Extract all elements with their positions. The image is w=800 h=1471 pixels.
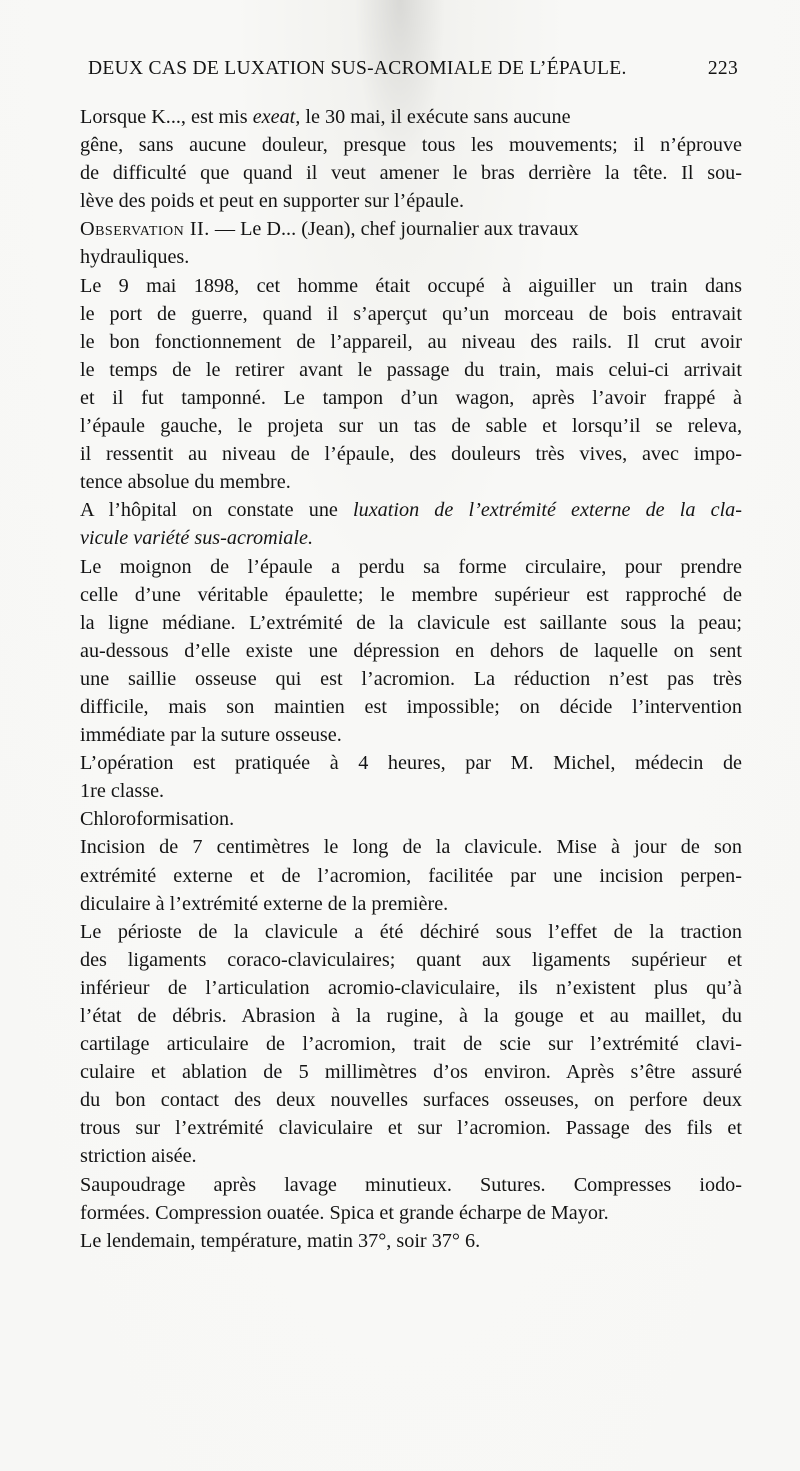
text-run: culaire et ablation de 5 millimètres d’os environ. Après s’être assuré xyxy=(80,1061,742,1084)
text-run: au-dessous d’elle existe une dépression en dehors de laquelle on sent xyxy=(80,639,742,662)
text-line xyxy=(80,974,742,1002)
text-line xyxy=(80,384,742,412)
text-run: gêne, sans aucune douleur, presque tous les mouvements; il n’éprouve xyxy=(80,134,742,157)
text-line xyxy=(80,749,742,777)
text-line xyxy=(80,1142,742,1170)
text-run: Incision de 7 centimètres le long de la clavicule. Mise à jour de son xyxy=(80,836,742,859)
text-run: le port de guerre, quand il s’aperçut qu’un morceau de bois entravait xyxy=(80,302,742,325)
text-line xyxy=(80,440,742,468)
text-line xyxy=(80,300,742,328)
text-run: du bon contact des deux nouvelles surfaces osseuses, on perfore deux xyxy=(80,1089,742,1112)
text-line xyxy=(80,918,742,946)
text-run: difficile, mais son maintien est impossible; on décide l’intervention xyxy=(80,695,742,718)
text-run: L’opération est pratiquée à 4 heures, par M. Michel, médecin de xyxy=(80,752,742,775)
text-run: Chloroformisation. xyxy=(80,808,235,831)
text-line xyxy=(80,1002,742,1030)
text-line xyxy=(80,328,742,356)
text-line xyxy=(80,862,742,890)
text-line xyxy=(80,1171,742,1199)
text-line xyxy=(80,187,742,215)
page-number: 223 xyxy=(707,58,738,79)
text-line xyxy=(80,553,742,581)
text-line xyxy=(80,946,742,974)
text-line xyxy=(80,159,742,187)
text-line xyxy=(80,609,742,637)
text-line xyxy=(80,665,742,693)
text-run: lève des poids et peut en supporter sur l’épaule. xyxy=(80,190,465,213)
text-run: striction aisée. xyxy=(80,1145,197,1168)
text-run: des ligaments coraco-claviculaires; quant aux ligaments supérieur et xyxy=(80,948,742,971)
text-run: Le moignon de l’épaule a perdu sa forme circulaire, pour prendre xyxy=(80,555,742,578)
text-run: diculaire à l’extrémité externe de la première. xyxy=(80,892,449,915)
text-line xyxy=(80,1227,742,1255)
text-line xyxy=(80,131,742,159)
text-line xyxy=(80,524,742,552)
text-run: hydrauliques. xyxy=(80,246,190,269)
text-run: cartilage articulaire de l’acromion, trait de scie sur l’extrémité clavi- xyxy=(80,1033,742,1056)
text-run: tence absolue du membre. xyxy=(80,471,291,494)
text-run: le temps de le retirer avant le passage du train, mais celui-ci arrivait xyxy=(80,358,742,381)
text-run: la ligne médiane. L’extrémité de la clavicule est saillante sous la peau; xyxy=(80,611,742,634)
text-run: Lorsque K..., est mis xyxy=(80,106,253,128)
text-run: inférieur de l’articulation acromio-claviculaire, ils n’existent plus qu’à xyxy=(80,976,742,999)
text-line xyxy=(80,1030,742,1058)
text-line xyxy=(80,496,742,524)
text-line xyxy=(80,215,742,243)
text-run: — Le D... (Jean), chef journalier aux travaux xyxy=(209,218,579,241)
text-run: une saillie osseuse qui est l’acromion. La réduction n’est pas très xyxy=(80,667,742,690)
text-line xyxy=(80,356,742,384)
text-line xyxy=(80,468,742,496)
text-run: celle d’une véritable épaulette; le membre supérieur est rapproché de xyxy=(80,583,742,606)
text-line xyxy=(80,721,742,749)
text-run: immédiate par la suture osseuse. xyxy=(80,724,342,747)
body-text xyxy=(80,103,742,1255)
running-header xyxy=(80,58,740,88)
italic-run: vicule variété sus-acromiale. xyxy=(80,527,314,550)
text-run: le bon fonctionnement de l’appareil, au niveau des rails. Il crut avoir xyxy=(80,330,742,353)
text-line xyxy=(80,581,742,609)
text-run: l’état de débris. Abrasion à la rugine, à la gouge et au maillet, du xyxy=(80,1005,742,1027)
text-run: de difficulté que quand il veut amener le bras derrière la tête. Il sou- xyxy=(80,162,742,185)
text-run: trous sur l’extrémité claviculaire et sur l’acromion. Passage des fils et xyxy=(80,1117,742,1140)
text-run: extrémité externe et de l’acromion, facilitée par une incision perpen- xyxy=(80,864,742,887)
text-line xyxy=(80,1058,742,1086)
text-run: il ressentit au niveau de l’épaule, des douleurs très vives, avec impo- xyxy=(80,443,742,466)
text-run: 1re classe. xyxy=(80,780,165,803)
text-line xyxy=(80,272,742,300)
text-line xyxy=(80,103,742,131)
italic-run: luxation de l’extrémité externe de la cla- xyxy=(353,499,742,522)
text-run: Le lendemain, température, matin 37°, soir 37° 6. xyxy=(80,1229,481,1252)
italic-run: exeat, xyxy=(252,106,301,128)
text-line xyxy=(80,777,742,805)
text-line xyxy=(80,1086,742,1114)
text-line xyxy=(80,1114,742,1142)
section-heading: Observation II. xyxy=(80,218,210,241)
text-line xyxy=(80,243,742,271)
text-line xyxy=(80,805,742,833)
text-line xyxy=(80,1199,742,1227)
text-line xyxy=(80,637,742,665)
text-run: A l’hôpital on constate une xyxy=(80,499,354,522)
text-run: Le périoste de la clavicule a été déchiré sous l’effet de la traction xyxy=(80,920,742,943)
text-line xyxy=(80,833,742,861)
text-run: l’épaule gauche, le projeta sur un tas de sable et lorsqu’il se releva, xyxy=(80,415,742,438)
text-run: Saupoudrage après lavage minutieux. Sutures. Compresses iodo- xyxy=(80,1173,742,1196)
text-run: le 30 mai, il exécute sans aucune xyxy=(300,106,571,128)
running-title: DEUX CAS DE LUXATION SUS-ACROMIALE DE L’ÉPAULE. xyxy=(88,58,627,79)
text-line xyxy=(80,890,742,918)
text-line xyxy=(80,693,742,721)
text-run: formées. Compression ouatée. Spica et grande écharpe de Mayor. xyxy=(80,1201,609,1224)
text-line xyxy=(80,412,742,440)
text-run: Le 9 mai 1898, cet homme était occupé à aiguiller un train dans xyxy=(80,274,742,297)
text-run: et il fut tamponné. Le tampon d’un wagon, après l’avoir frappé à xyxy=(80,386,742,409)
